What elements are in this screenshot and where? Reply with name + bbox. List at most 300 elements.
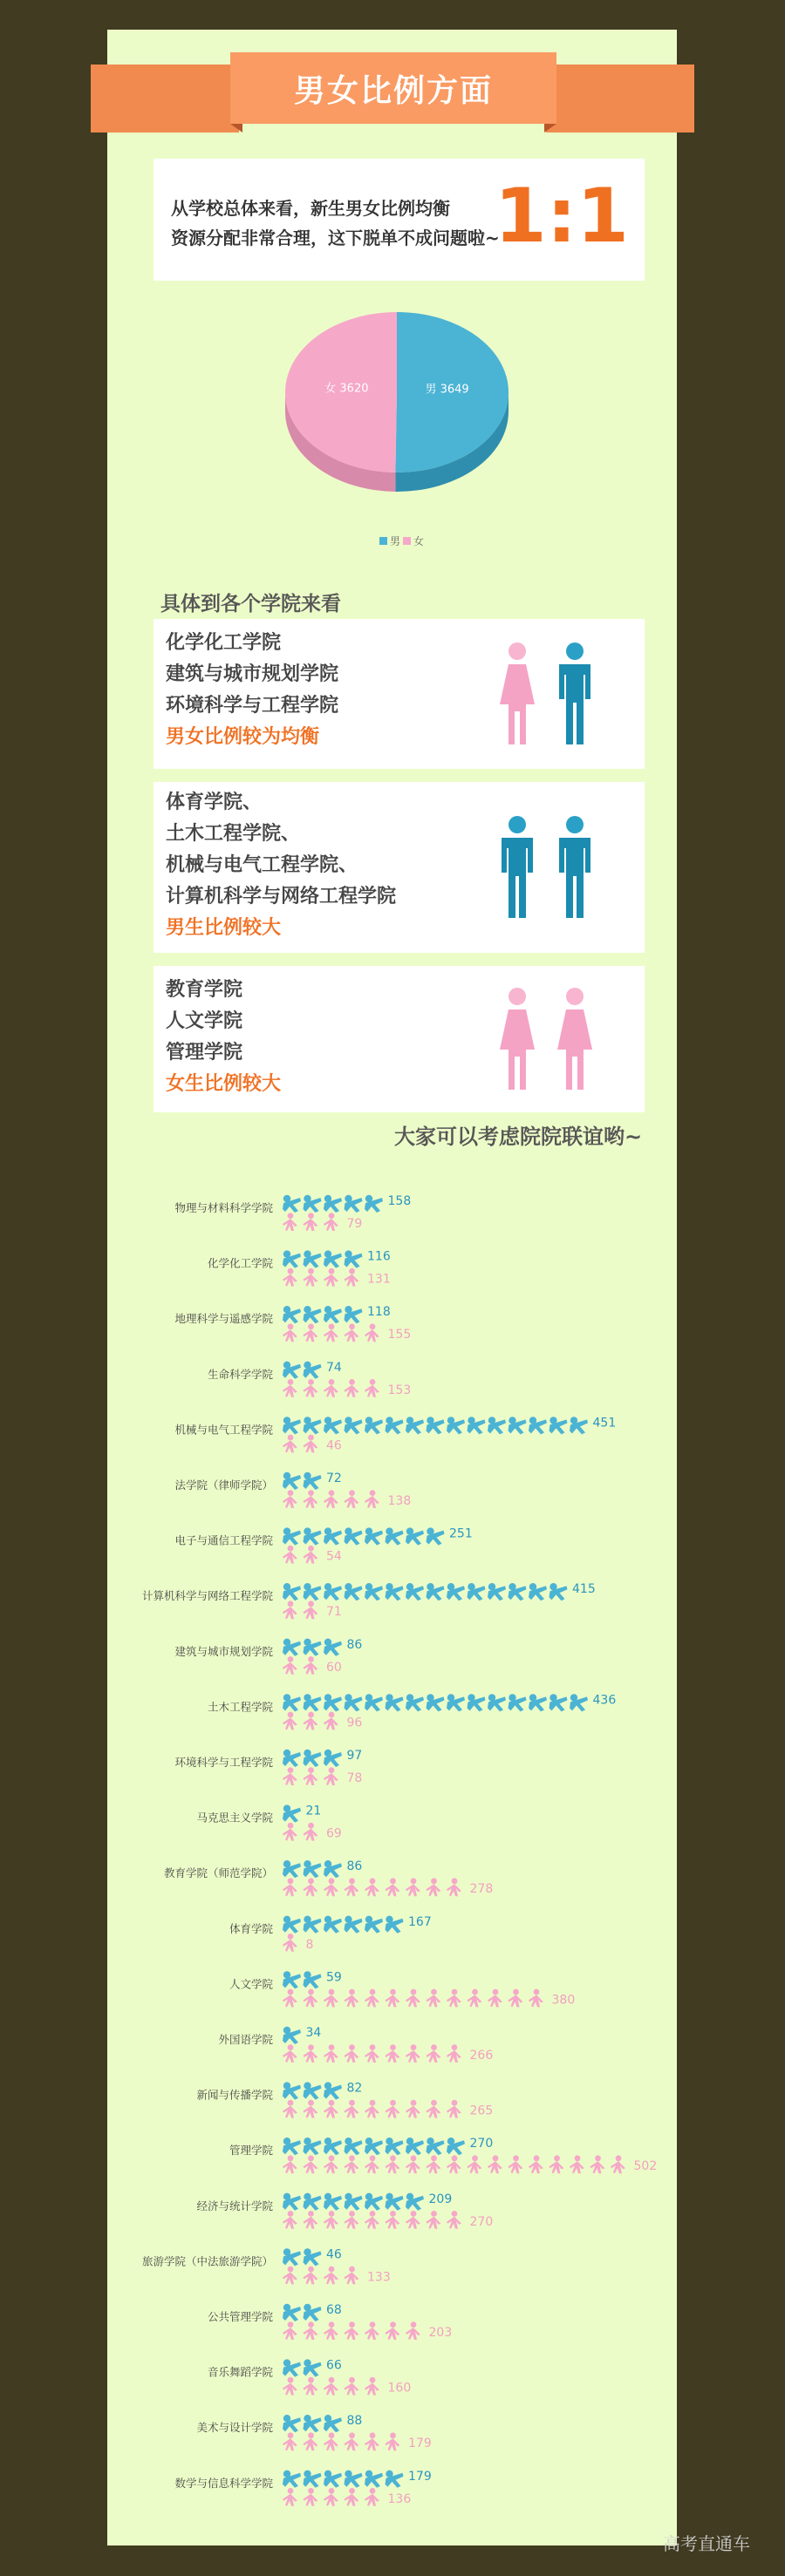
male-unit-icon	[304, 2248, 322, 2266]
male-unit-icon	[304, 2359, 322, 2376]
female-count-label: 265	[469, 2104, 494, 2118]
female-unit-icon	[386, 2100, 400, 2118]
female-count-label: 46	[326, 1438, 342, 1453]
male-unit-icon	[283, 1306, 301, 1323]
pie-slice-label: 女 3620	[324, 382, 369, 396]
male-unit-icon	[365, 1583, 383, 1601]
male-count-label: 179	[408, 2469, 432, 2484]
female-unit-icon	[406, 2321, 420, 2340]
college-label: 教育学院（师范学院）	[163, 1866, 273, 1880]
male-unit-icon	[345, 1417, 363, 1434]
male-unit-icon	[365, 2138, 383, 2155]
female-unit-icon	[304, 1379, 318, 1397]
female-unit-icon	[283, 1878, 297, 1896]
female-unit-icon	[283, 1712, 297, 1730]
male-unit-icon	[283, 2471, 301, 2488]
female-count-label: 203	[428, 2326, 453, 2340]
male-unit-icon	[283, 1971, 301, 1988]
female-unit-icon	[386, 2211, 400, 2229]
female-count-label: 8	[305, 1937, 314, 1952]
female-count-label: 69	[326, 1826, 342, 1841]
female-unit-icon	[304, 1601, 318, 1619]
male-unit-icon	[283, 1805, 301, 1822]
female-unit-icon	[570, 2155, 584, 2173]
college-label: 旅游学院（中法旅游学院）	[141, 2254, 273, 2268]
legend-female-label: 女	[413, 535, 425, 547]
college-label: 物理与材料科学学院	[174, 1201, 273, 1214]
male-count-label: 74	[326, 1360, 342, 1375]
female-count-label: 502	[633, 2159, 658, 2174]
male-unit-icon	[345, 1916, 363, 1934]
female-unit-icon	[324, 2155, 338, 2173]
male-unit-icon	[324, 1860, 342, 1878]
female-count-label: 79	[346, 1217, 363, 1231]
female-unit-icon	[304, 2044, 318, 2063]
male-unit-icon	[324, 1916, 342, 1934]
female-unit-icon	[304, 1323, 318, 1342]
female-unit-icon	[447, 2155, 461, 2173]
female-unit-icon	[283, 2044, 297, 2063]
female-unit-icon	[386, 1878, 400, 1896]
college-label: 体育学院	[229, 1921, 273, 1935]
male-unit-icon	[283, 1527, 301, 1545]
female-unit-icon	[345, 2100, 359, 2118]
female-unit-icon	[283, 2155, 297, 2173]
male-unit-icon	[447, 1417, 465, 1434]
male-unit-icon	[365, 1527, 383, 1545]
pie-slice-label: 男 3649	[425, 383, 469, 397]
female-unit-icon	[529, 1989, 543, 2008]
female-count-label: 78	[346, 1771, 363, 1785]
female-unit-icon	[304, 1656, 318, 1675]
male-unit-icon	[529, 1417, 547, 1434]
college-label: 新闻与传播学院	[196, 2088, 273, 2102]
male-unit-icon	[324, 2082, 342, 2099]
male-unit-icon	[304, 2415, 322, 2432]
male-unit-icon	[283, 1417, 301, 1434]
college-label: 美术与设计学院	[196, 2421, 273, 2435]
female-unit-icon	[365, 1490, 379, 1508]
female-unit-icon	[304, 1213, 318, 1231]
female-unit-icon	[283, 1601, 297, 1619]
college-label: 法学院（律师学院）	[174, 1478, 273, 1492]
female-unit-icon	[283, 1379, 297, 1397]
male-count-label: 88	[346, 2414, 363, 2429]
male-unit-icon	[447, 1694, 465, 1711]
female-unit-icon	[365, 1379, 379, 1397]
male-unit-icon	[427, 1694, 445, 1711]
male-unit-icon	[345, 2471, 363, 2488]
male-unit-icon	[324, 1639, 342, 1656]
female-unit-icon	[365, 1878, 379, 1896]
female-unit-icon	[529, 2155, 543, 2173]
college-label: 公共管理学院	[207, 2310, 273, 2323]
female-unit-icon	[386, 2432, 400, 2450]
female-unit-icon	[345, 1268, 359, 1287]
female-count-label: 138	[387, 1494, 412, 1508]
male-unit-icon	[386, 1583, 404, 1601]
male-unit-icon	[386, 1527, 404, 1545]
male-count-label: 251	[449, 1526, 473, 1541]
female-unit-icon	[283, 1767, 297, 1785]
male-unit-icon	[468, 1694, 486, 1711]
female-unit-icon	[324, 1989, 338, 2008]
female-unit-icon	[304, 2321, 318, 2340]
male-unit-icon	[304, 2138, 322, 2155]
female-unit-icon	[406, 1878, 420, 1896]
female-unit-icon	[324, 2100, 338, 2118]
female-unit-icon	[324, 1268, 338, 1287]
college-label: 电子与通信工程学院	[174, 1533, 273, 1547]
college-name: 人文学院	[166, 1010, 243, 1032]
female-unit-icon	[324, 2211, 338, 2229]
female-unit-icon	[345, 2377, 359, 2396]
college-name: 管理学院	[166, 1042, 243, 1064]
female-unit-icon	[283, 1323, 297, 1342]
female-count-label: 131	[367, 1272, 391, 1287]
male-unit-icon	[324, 1527, 342, 1545]
male-unit-icon	[283, 2193, 301, 2211]
female-unit-icon	[283, 1989, 297, 2008]
college-name: 环境科学与工程学院	[166, 695, 339, 717]
female-count-label: 160	[387, 2381, 412, 2396]
female-unit-icon	[283, 1546, 297, 1564]
female-unit-icon	[304, 2377, 318, 2396]
college-label: 化学化工学院	[207, 1256, 273, 1270]
female-unit-icon	[365, 2155, 379, 2173]
female-unit-icon	[447, 1989, 461, 2008]
male-unit-icon	[283, 1860, 301, 1878]
male-count-label: 436	[592, 1693, 617, 1708]
male-unit-icon	[427, 1527, 445, 1545]
female-unit-icon	[324, 2044, 338, 2063]
female-unit-icon	[324, 1712, 338, 1730]
college-label: 外国语学院	[218, 2033, 273, 2046]
college-group-verdict: 男生比例较大	[166, 917, 282, 939]
female-unit-icon	[324, 1379, 338, 1397]
male-unit-icon	[283, 2415, 301, 2432]
male-unit-icon	[345, 2193, 363, 2211]
female-unit-icon	[324, 1878, 338, 1896]
male-unit-icon	[283, 2138, 301, 2155]
male-unit-icon	[570, 1417, 588, 1434]
mixer-suggestion: 大家可以考虑院院联谊哟~	[394, 1125, 643, 1149]
male-count-label: 158	[387, 1194, 412, 1208]
college-name: 土木工程学院、	[166, 823, 301, 845]
college-section-heading: 具体到各个学院来看	[160, 593, 341, 615]
female-unit-icon	[283, 1656, 297, 1675]
male-unit-icon	[365, 1417, 383, 1434]
male-unit-icon	[283, 1362, 301, 1379]
college-label: 人文学院	[229, 1977, 273, 1991]
male-unit-icon	[304, 1362, 322, 1379]
male-unit-icon	[304, 1750, 322, 1767]
male-unit-icon	[283, 1583, 301, 1601]
college-label: 建筑与城市规划学院	[174, 1644, 273, 1658]
female-unit-icon	[345, 1989, 359, 2008]
ratio-figure: 1:1	[494, 173, 629, 260]
male-unit-icon	[427, 1417, 445, 1434]
male-count-label: 21	[305, 1804, 322, 1818]
college-label: 机械与电气工程学院	[174, 1423, 273, 1437]
female-unit-icon	[447, 1878, 461, 1896]
female-unit-icon	[283, 2432, 297, 2450]
female-unit-icon	[345, 2321, 359, 2340]
male-unit-icon	[406, 2138, 424, 2155]
female-unit-icon	[304, 1490, 318, 1508]
college-name: 教育学院	[166, 979, 243, 1001]
male-unit-icon	[406, 1694, 424, 1711]
female-count-label: 71	[326, 1605, 342, 1620]
female-unit-icon	[324, 1767, 338, 1785]
male-unit-icon	[324, 2138, 342, 2155]
female-unit-icon	[283, 2321, 297, 2340]
male-count-label: 66	[326, 2358, 342, 2373]
male-unit-icon	[324, 1694, 342, 1711]
female-unit-icon	[345, 2267, 359, 2285]
female-unit-icon	[324, 2488, 338, 2506]
male-unit-icon	[488, 1583, 506, 1601]
female-unit-icon	[386, 2155, 400, 2173]
female-unit-icon	[345, 2155, 359, 2173]
female-unit-icon	[386, 2044, 400, 2063]
female-unit-icon	[283, 1435, 297, 1453]
female-unit-icon	[324, 2377, 338, 2396]
female-unit-icon	[509, 2155, 523, 2173]
college-name: 计算机科学与网络工程学院	[166, 886, 397, 907]
male-unit-icon	[283, 2248, 301, 2266]
male-unit-icon	[386, 2193, 404, 2211]
male-unit-icon	[365, 2193, 383, 2211]
female-unit-icon	[304, 1989, 318, 2008]
male-unit-icon	[529, 1583, 547, 1601]
male-unit-icon	[324, 2471, 342, 2488]
female-unit-icon	[365, 2321, 379, 2340]
male-unit-icon	[345, 1527, 363, 1545]
female-unit-icon	[324, 1213, 338, 1231]
male-unit-icon	[550, 1417, 568, 1434]
female-unit-icon	[406, 2155, 420, 2173]
female-unit-icon	[304, 2100, 318, 2118]
female-unit-icon	[324, 2321, 338, 2340]
college-label: 计算机科学与网络工程学院	[141, 1589, 273, 1603]
male-unit-icon	[304, 1694, 322, 1711]
female-unit-icon	[427, 1989, 441, 2008]
watermark: 高考直通车	[663, 2533, 750, 2554]
female-unit-icon	[447, 2044, 461, 2063]
male-unit-icon	[304, 1583, 322, 1601]
male-unit-icon	[304, 1860, 322, 1878]
male-unit-icon	[468, 1417, 486, 1434]
female-unit-icon	[304, 2155, 318, 2173]
male-count-label: 59	[326, 1970, 342, 1985]
female-unit-icon	[386, 1989, 400, 2008]
female-unit-icon	[324, 2432, 338, 2450]
female-count-label: 136	[387, 2491, 412, 2506]
female-unit-icon	[345, 1379, 359, 1397]
female-unit-icon	[427, 2155, 441, 2173]
male-unit-icon	[283, 1250, 301, 1268]
male-unit-icon	[283, 1916, 301, 1934]
male-count-label: 86	[346, 1637, 363, 1652]
college-label: 地理科学与遥感学院	[174, 1312, 273, 1326]
male-unit-icon	[304, 2082, 322, 2099]
female-count-label: 153	[387, 1383, 412, 1397]
female-count-label: 155	[387, 1328, 412, 1342]
banner-title: 男女比例方面	[230, 52, 556, 124]
female-count-label: 380	[551, 1993, 576, 2008]
college-label: 环境科学与工程学院	[174, 1756, 273, 1769]
male-unit-icon	[304, 1250, 322, 1268]
female-unit-icon	[304, 1767, 318, 1785]
male-unit-icon	[529, 1694, 547, 1711]
male-unit-icon	[550, 1583, 568, 1601]
male-unit-icon	[406, 2193, 424, 2211]
male-unit-icon	[304, 1527, 322, 1545]
male-unit-icon	[386, 1694, 404, 1711]
male-unit-icon	[324, 2415, 342, 2432]
male-unit-icon	[304, 1472, 322, 1490]
male-unit-icon	[386, 2138, 404, 2155]
male-unit-icon	[304, 1639, 322, 1656]
female-unit-icon	[283, 1268, 297, 1287]
male-unit-icon	[304, 1916, 322, 1934]
male-unit-icon	[550, 1694, 568, 1711]
male-unit-icon	[283, 2359, 301, 2376]
female-unit-icon	[304, 1268, 318, 1287]
female-unit-icon	[488, 2155, 502, 2173]
female-unit-icon	[468, 1989, 482, 2008]
female-unit-icon	[324, 2267, 338, 2285]
female-count-label: 96	[346, 1716, 363, 1730]
male-unit-icon	[488, 1694, 506, 1711]
male-unit-icon	[283, 2027, 301, 2044]
college-label: 土木工程学院	[207, 1700, 273, 1714]
male-count-label: 167	[408, 1914, 432, 1929]
male-unit-icon	[324, 1417, 342, 1434]
male-count-label: 451	[592, 1416, 617, 1431]
college-group-verdict: 男女比例较为均衡	[166, 726, 320, 748]
female-unit-icon	[304, 2211, 318, 2229]
male-unit-icon	[324, 1195, 342, 1213]
male-unit-icon	[304, 2304, 322, 2321]
male-unit-icon	[283, 1472, 301, 1490]
male-unit-icon	[365, 1694, 383, 1711]
female-unit-icon	[406, 1989, 420, 2008]
male-count-label: 34	[305, 2026, 322, 2040]
male-unit-icon	[345, 1195, 363, 1213]
male-count-label: 86	[346, 1859, 363, 1874]
female-unit-icon	[283, 1213, 297, 1231]
female-count-label: 133	[367, 2270, 391, 2285]
male-unit-icon	[345, 1583, 363, 1601]
female-count-label: 60	[326, 1660, 342, 1675]
college-label: 管理学院	[229, 2144, 273, 2158]
female-unit-icon	[283, 2267, 297, 2285]
female-unit-icon	[365, 2044, 379, 2063]
female-unit-icon	[590, 2155, 605, 2173]
summary-line-1: 从学校总体来看，新生男女比例均衡	[171, 198, 450, 219]
female-unit-icon	[345, 2044, 359, 2063]
female-unit-icon	[345, 1878, 359, 1896]
college-label: 数学与信息科学学院	[174, 2476, 273, 2490]
male-unit-icon	[283, 1694, 301, 1711]
male-unit-icon	[386, 1417, 404, 1434]
female-count-label: 270	[469, 2214, 494, 2229]
female-unit-icon	[365, 2211, 379, 2229]
male-unit-icon	[427, 1583, 445, 1601]
college-label: 生命科学学院	[207, 1367, 273, 1381]
female-unit-icon	[304, 1878, 318, 1896]
male-unit-icon	[447, 1583, 465, 1601]
college-name: 机械与电气工程学院、	[166, 854, 358, 876]
female-unit-icon	[304, 2488, 318, 2506]
male-unit-icon	[488, 1417, 506, 1434]
female-unit-icon	[283, 1823, 297, 1841]
female-unit-icon	[611, 2155, 625, 2173]
male-count-label: 68	[326, 2303, 342, 2317]
female-unit-icon	[406, 2211, 420, 2229]
male-count-label: 82	[346, 2081, 363, 2096]
legend-male-label: 男	[390, 535, 401, 547]
male-unit-icon	[509, 1694, 527, 1711]
female-unit-icon	[447, 2211, 461, 2229]
female-unit-icon	[509, 1989, 523, 2008]
female-unit-icon	[345, 2211, 359, 2229]
female-unit-icon	[365, 2432, 379, 2450]
male-unit-icon	[304, 1971, 322, 1988]
female-unit-icon	[345, 1490, 359, 1508]
male-unit-icon	[570, 1694, 588, 1711]
college-name: 建筑与城市规划学院	[166, 663, 339, 685]
male-unit-icon	[324, 1750, 342, 1767]
male-unit-icon	[509, 1417, 527, 1434]
college-label: 经济与统计学院	[196, 2199, 273, 2212]
female-unit-icon	[324, 1490, 338, 1508]
college-name: 化学化工学院	[166, 632, 282, 654]
female-unit-icon	[365, 2377, 379, 2396]
male-unit-icon	[283, 1639, 301, 1656]
male-unit-icon	[365, 1916, 383, 1934]
female-count-label: 266	[469, 2049, 494, 2063]
male-count-label: 97	[346, 1749, 363, 1763]
college-label: 音乐舞蹈学院	[207, 2365, 273, 2379]
female-unit-icon	[365, 1989, 379, 2008]
male-unit-icon	[406, 1417, 424, 1434]
female-unit-icon	[550, 2155, 564, 2173]
female-unit-icon	[283, 2488, 297, 2506]
male-count-label: 270	[469, 2137, 494, 2151]
male-unit-icon	[283, 1195, 301, 1213]
male-unit-icon	[304, 1306, 322, 1323]
female-unit-icon	[365, 2488, 379, 2506]
female-unit-icon	[345, 2432, 359, 2450]
male-unit-icon	[406, 1527, 424, 1545]
female-unit-icon	[283, 1934, 297, 1952]
female-unit-icon	[406, 2100, 420, 2118]
male-unit-icon	[324, 1250, 342, 1268]
female-unit-icon	[283, 2377, 297, 2396]
male-unit-icon	[345, 1694, 363, 1711]
male-unit-icon	[365, 2471, 383, 2488]
male-unit-icon	[304, 1417, 322, 1434]
female-unit-icon	[283, 2100, 297, 2118]
female-count-label: 54	[326, 1549, 342, 1564]
female-unit-icon	[365, 1323, 379, 1342]
female-unit-icon	[365, 2100, 379, 2118]
female-unit-icon	[345, 1323, 359, 1342]
male-count-label: 118	[367, 1305, 391, 1320]
